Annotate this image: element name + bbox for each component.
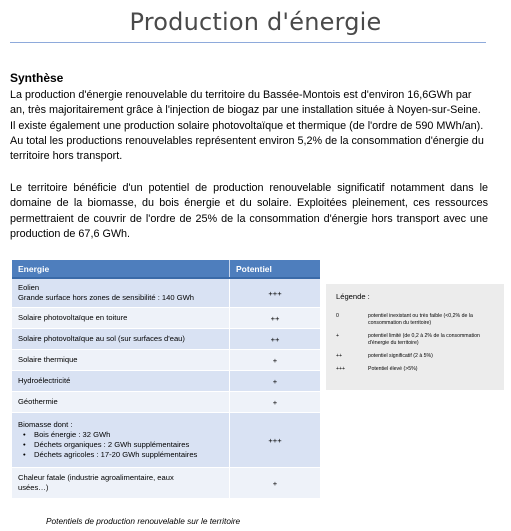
energy-cell [12, 392, 229, 412]
page-title: Production d'énergie [129, 8, 382, 36]
legend-description: Potentiel élevé (>5%) [368, 366, 418, 372]
legend-symbol: 0 [336, 313, 339, 319]
legend-symbol: + [336, 333, 340, 339]
summary-paragraph-2: Le territoire bénéficie d'un potentiel de production renouvelable significatif notamment dans le domaine de la biomasse, du bois énergie et du solaire. Exploitées pleinement, ces ressources permettraient de couvrir de l'ordre de 25% de la consommation d'énergie hors transport avec une production de 67,6 GWh. [10, 182, 488, 240]
table-row [12, 371, 320, 392]
energy-cell [12, 279, 229, 307]
potential-cell: + [229, 468, 320, 498]
table-row [12, 413, 320, 468]
section-heading: Synthèse [10, 71, 64, 85]
table-header-row [12, 260, 320, 279]
title-divider [10, 42, 486, 43]
potential-cell: + [229, 371, 320, 391]
potential-cell: +++ [229, 413, 320, 467]
potential-cell: + [229, 350, 320, 370]
legend-item [332, 366, 498, 373]
bullet-list [18, 430, 225, 460]
energy-cell [12, 413, 229, 467]
table-row [12, 329, 320, 350]
potential-cell: + [229, 392, 320, 412]
energy-line: Eolien [18, 283, 40, 292]
energy-line: usées…) [18, 483, 49, 492]
legend-symbol: +++ [336, 366, 346, 372]
legend-item [332, 353, 498, 360]
legend-item [332, 313, 498, 327]
legend-description: potentiel limité (de 0,2 à 2% de la consommation d'énergie du territoire) [368, 333, 480, 346]
header-energy: Energie [18, 264, 50, 274]
legend-symbol: ++ [336, 353, 343, 359]
energy-line: Solaire thermique [18, 355, 78, 364]
energy-line: Biomasse dont : [18, 420, 73, 429]
table-caption: Potentiels de production renouvelable sur le territoire [46, 516, 241, 526]
legend-title: Légende : [336, 292, 370, 301]
energy-cell [12, 329, 229, 349]
table-row [12, 350, 320, 371]
potential-table [12, 260, 320, 499]
energy-cell [12, 350, 229, 370]
energy-line: Solaire photovoltaïque au sol (sur surfaces d'eau) [18, 334, 185, 343]
energy-line: Chaleur fatale (industrie agroalimentaire, eaux [18, 473, 174, 482]
legend-description: potentiel inexistant ou très faible (<0,2% de la consommation du territoire) [368, 313, 473, 326]
legend-item [332, 333, 498, 347]
table-row [12, 279, 320, 308]
table-row [12, 308, 320, 329]
bullet-item: • Déchets organiques : 2 GWh supplémentaires [18, 440, 225, 450]
legend-description: potentiel significatif (2 à 5%) [368, 353, 433, 359]
potential-cell: ++ [229, 308, 320, 328]
header-potential: Potentiel [229, 260, 320, 277]
bullet-item: • Bois énergie : 32 GWh [18, 430, 225, 440]
table-body [12, 279, 320, 499]
summary-paragraph-1: La production d'énergie renouvelable du territoire du Bassée-Montois est d'environ 16,6GWh par an, très majoritairement grâce à l'injection de biogaz par une installation située à Noyen-sur-Seine. Il existe également une production solaire photovoltaïque et thermique (de l'ordre de 590 MWh/an). Au total les productions renouvelables représentent environ 5,2% de la consommation d'énergie du territoire hors transport. [10, 89, 484, 163]
energy-cell [12, 468, 229, 498]
potential-cell: +++ [229, 279, 320, 307]
legend-box [326, 284, 504, 390]
energy-line: Grande surface hors zones de sensibilité : 140 GWh [18, 293, 195, 302]
bullet-item: • Déchets agricoles : 17-20 GWh supplémentaires [18, 450, 225, 460]
energy-cell [12, 308, 229, 328]
potential-cell: ++ [229, 329, 320, 349]
energy-line: Hydroélectricité [18, 376, 71, 385]
table-row [12, 468, 320, 499]
energy-cell [12, 371, 229, 391]
energy-line: Solaire photovoltaïque en toiture [18, 313, 128, 322]
energy-line: Géothermie [18, 397, 58, 406]
table-row [12, 392, 320, 413]
legend-items [332, 313, 498, 373]
